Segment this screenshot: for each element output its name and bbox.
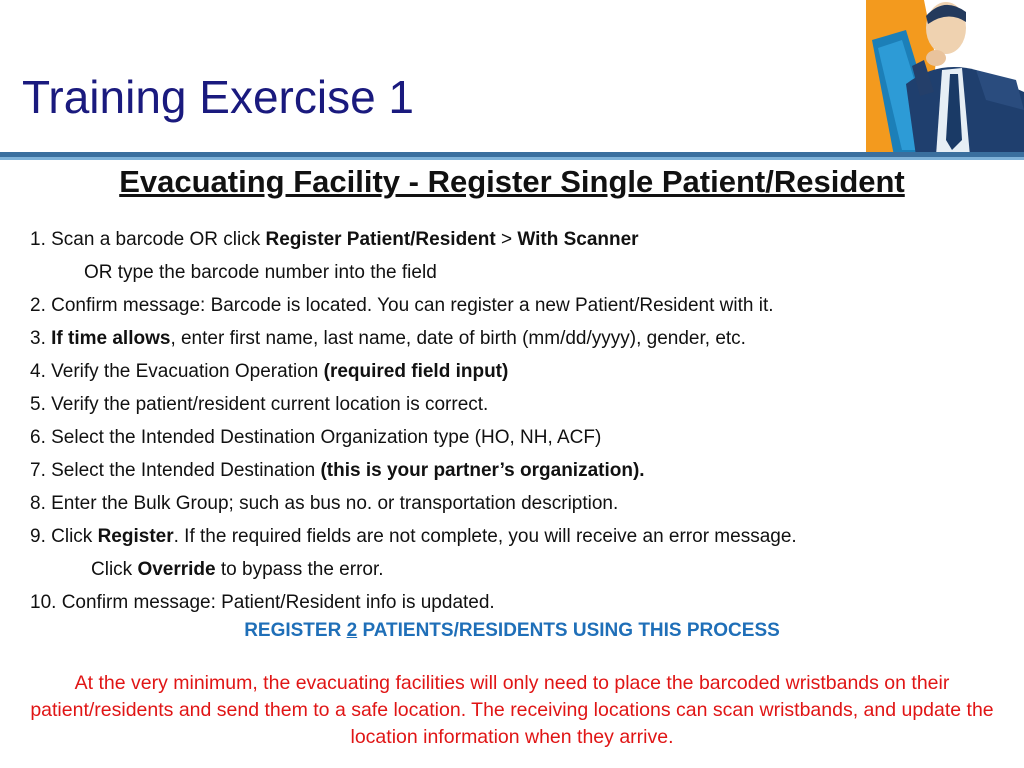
- minimum-requirement-note: At the very minimum, the evacuating facilities will only need to place the barcoded wristbands on their patient/residents and send them to a safe location. The receiving locations can scan wristbands, and update the location information when they arrive.: [30, 672, 994, 748]
- step-6: 6. Select the Intended Destination Organization type (HO, NH, ACF): [30, 427, 602, 448]
- step-5: 5. Verify the patient/resident current location is correct.: [30, 394, 489, 415]
- thinking-man-computer-icon: [866, 0, 1024, 156]
- step-1: 1. Scan a barcode OR click Register Patient/Resident > With Scanner: [30, 229, 639, 250]
- step-8: 8. Enter the Bulk Group; such as bus no. or transportation description.: [30, 493, 619, 514]
- step-9: 9. Click Register. If the required fields are not complete, you will receive an error message.: [30, 526, 797, 547]
- step-4: 4. Verify the Evacuation Operation (required field input): [30, 361, 509, 382]
- step-7: 7. Select the Intended Destination (this is your partner’s organization).: [30, 460, 645, 481]
- register-two-note: REGISTER 2 PATIENTS/RESIDENTS USING THIS PROCESS: [244, 620, 780, 641]
- step-2: 2. Confirm message: Barcode is located. You can register a new Patient/Resident with it.: [30, 295, 774, 316]
- step-1-alt: OR type the barcode number into the field: [84, 262, 437, 283]
- step-10: 10. Confirm message: Patient/Resident info is updated.: [30, 592, 495, 613]
- step-9-override: Click Override to bypass the error.: [91, 559, 384, 580]
- slide-title: Training Exercise 1: [22, 71, 415, 123]
- header-divider-light: [0, 157, 1024, 160]
- step-3: 3. If time allows, enter first name, last name, date of birth (mm/dd/yyyy), gender, etc.: [30, 328, 746, 349]
- slide-subtitle: Evacuating Facility - Register Single Patient/Resident: [119, 164, 905, 199]
- instruction-list: [30, 226, 1000, 622]
